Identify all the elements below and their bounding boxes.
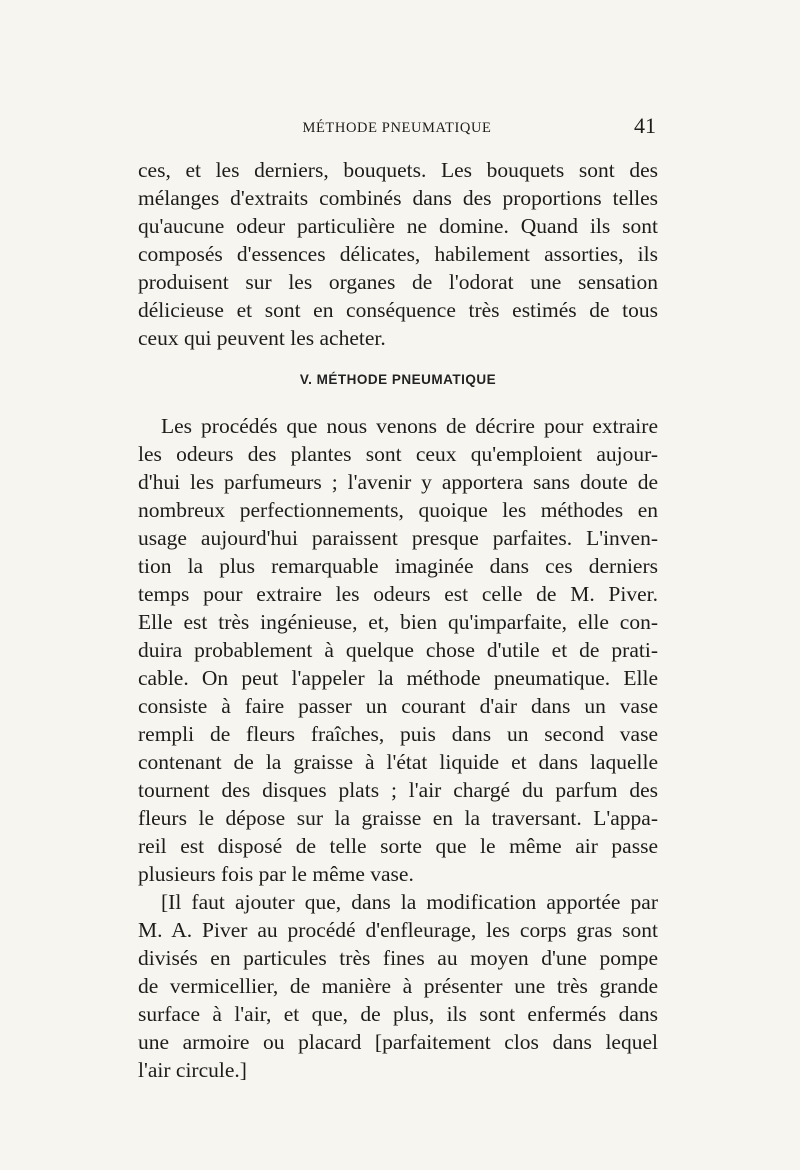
text-line: plusieurs fois par le même vase. [138,862,414,886]
text-line: temps pour extraire les odeurs est celle de M. Piver. [138,582,658,606]
text-line: M. A. Piver au procédé d'enfleurage, les corps gras sont [138,918,658,942]
text-line: d'hui les parfumeurs ; l'avenir y apportera sans doute de [138,470,658,494]
text-line: mélanges d'extraits combinés dans des proportions telles [138,186,658,210]
text-line: l'air circule.] [138,1058,247,1082]
text-line: surface à l'air, et que, de plus, ils sont enfermés dans [138,1002,658,1026]
text-line: contenant de la graisse à l'état liquide et dans laquelle [138,750,658,774]
text-line: délicieuse et sont en conséquence très estimés de tous [138,298,658,322]
text-line: reil est disposé de telle sorte que le même air passe [138,834,658,858]
text-line: produisent sur les organes de l'odorat une sensation [138,270,658,294]
running-head [138,113,656,140]
text-line: Les procédés que nous venons de décrire pour extraire [161,414,658,438]
text-line: [Il faut ajouter que, dans la modification apportée par [161,890,658,914]
text-line: ceux qui peuvent les acheter. [138,326,386,350]
text-line: ces, et les derniers, bouquets. Les bouquets sont des [138,158,658,182]
running-title: MÉTHODE PNEUMATIQUE [302,120,492,136]
text-line: nombreux perfectionnements, quoique les méthodes en [138,498,658,522]
text-line: composés d'essences délicates, habilement assorties, ils [138,242,658,266]
text-line: une armoire ou placard [parfaitement clos dans lequel [138,1030,658,1054]
page-number: 41 [634,113,656,138]
text-line: duira probablement à quelque chose d'utile et de prati- [138,638,658,662]
text-line: les odeurs des plantes sont ceux qu'emploient aujour- [138,442,658,466]
text-line: tournent des disques plats ; l'air chargé du parfum des [138,778,658,802]
text-line: fleurs le dépose sur la graisse en la traversant. L'appa- [138,806,658,830]
text-line: qu'aucune odeur particulière ne domine. Quand ils sont [138,214,658,238]
text-line: consiste à faire passer un courant d'air dans un vase [138,694,658,718]
text-line: rempli de fleurs fraîches, puis dans un second vase [138,722,658,746]
text-line: tion la plus remarquable imaginée dans ces derniers [138,554,658,578]
text-line: de vermicellier, de manière à présenter une très grande [138,974,658,998]
text-line: Elle est très ingénieuse, et, bien qu'imparfaite, elle con- [138,610,658,634]
text-line: cable. On peut l'appeler la méthode pneumatique. Elle [138,666,658,690]
section-heading: V. MÉTHODE PNEUMATIQUE [299,372,497,387]
text-line: usage aujourd'hui paraissent presque parfaites. L'inven- [138,526,658,550]
text-line: divisés en particules très fines au moyen d'une pompe [138,946,658,970]
